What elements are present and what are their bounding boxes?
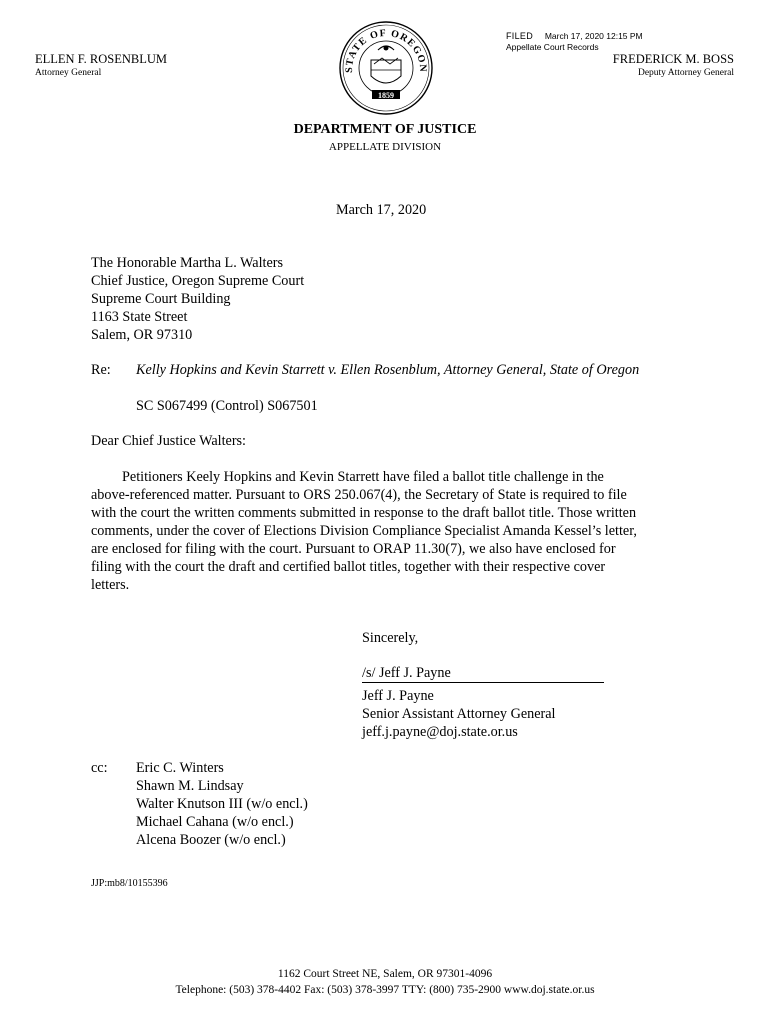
reference-code: JJP:mb8/10155396 bbox=[91, 878, 168, 889]
oregon-state-seal bbox=[338, 20, 434, 116]
address-line: 1163 State Street bbox=[91, 309, 188, 325]
signer-title: Senior Assistant Attorney General bbox=[362, 706, 556, 722]
body-line: Petitioners Keely Hopkins and Kevin Starrett have filed a ballot title challenge in the bbox=[122, 469, 604, 485]
footer-address: 1162 Court Street NE, Salem, OR 97301-4096 bbox=[277, 968, 493, 980]
address-line: Chief Justice, Oregon Supreme Court bbox=[91, 273, 305, 289]
filed-office: Appellate Court Records bbox=[506, 42, 599, 52]
electronic-signature: /s/ Jeff J. Payne bbox=[362, 665, 451, 681]
body-line: filing with the court the draft and certified ballot titles, together with their respective cover bbox=[91, 559, 606, 575]
body-line: are enclosed for filing with the court. Pursuant to ORAP 11.30(7), we also have enclosed for bbox=[91, 541, 616, 557]
signer-block bbox=[362, 687, 555, 741]
body-line: comments, under the cover of Elections Division Compliance Specialist Amanda Kessel’s letter, bbox=[91, 523, 637, 539]
seal-year: 1859 bbox=[378, 91, 394, 100]
re-case-caption bbox=[136, 361, 639, 379]
closing: Sincerely, bbox=[362, 630, 419, 646]
attorney-general-title: Attorney General bbox=[35, 68, 102, 78]
re-case-text: Kelly Hopkins and Kevin Starrett v. Ellen Rosenblum, Attorney General, State of Oregon bbox=[136, 362, 640, 378]
salutation: Dear Chief Justice Walters: bbox=[91, 433, 247, 449]
filed-datetime: March 17, 2020 12:15 PM bbox=[544, 31, 643, 41]
signature-line bbox=[362, 664, 604, 683]
body-line: above-referenced matter. Pursuant to ORS 250.067(4), the Secretary of State is required to file bbox=[91, 487, 627, 503]
cc-recipient: Eric C. Winters bbox=[136, 760, 224, 776]
seal-arc-text: STATE OF OREGON bbox=[343, 27, 429, 73]
cc-recipient: Walter Knutson III (w/o encl.) bbox=[136, 796, 308, 812]
cc-recipient: Shawn M. Lindsay bbox=[136, 778, 244, 794]
body-paragraph bbox=[91, 468, 691, 594]
filing-stamp bbox=[506, 31, 643, 53]
case-numbers: SC S067499 (Control) S067501 bbox=[136, 398, 318, 414]
re-label: Re: bbox=[91, 362, 111, 378]
signer-name: Jeff J. Payne bbox=[362, 688, 434, 704]
address-line: Supreme Court Building bbox=[91, 291, 231, 307]
filed-label: FILED bbox=[506, 31, 534, 41]
deputy-attorney-general-title: Deputy Attorney General bbox=[637, 68, 734, 78]
cc-list bbox=[136, 759, 308, 849]
body-line: letters. bbox=[91, 577, 130, 593]
footer-contact: Telephone: (503) 378-4402 Fax: (503) 378-3997 TTY: (800) 735-2900 www.doj.state.or.us bbox=[175, 984, 595, 996]
recipient-address bbox=[91, 254, 304, 344]
cc-recipient: Michael Cahana (w/o encl.) bbox=[136, 814, 294, 830]
address-line: Salem, OR 97310 bbox=[91, 327, 193, 343]
address-line: The Honorable Martha L. Walters bbox=[91, 255, 284, 271]
division-title: APPELLATE DIVISION bbox=[328, 141, 442, 153]
signer-email: jeff.j.payne@doj.state.or.us bbox=[362, 724, 518, 740]
footer bbox=[0, 966, 770, 998]
attorney-general-name: ELLEN F. ROSENBLUM bbox=[35, 52, 167, 66]
cc-label: cc: bbox=[91, 760, 108, 776]
deputy-attorney-general-name: FREDERICK M. BOSS bbox=[612, 52, 734, 66]
letter-date: March 17, 2020 bbox=[336, 202, 427, 218]
department-title: DEPARTMENT OF JUSTICE bbox=[293, 122, 477, 137]
cc-recipient: Alcena Boozer (w/o encl.) bbox=[136, 832, 286, 848]
body-line: with the court the written comments submitted in response to the draft ballot title. Those written bbox=[91, 505, 637, 521]
